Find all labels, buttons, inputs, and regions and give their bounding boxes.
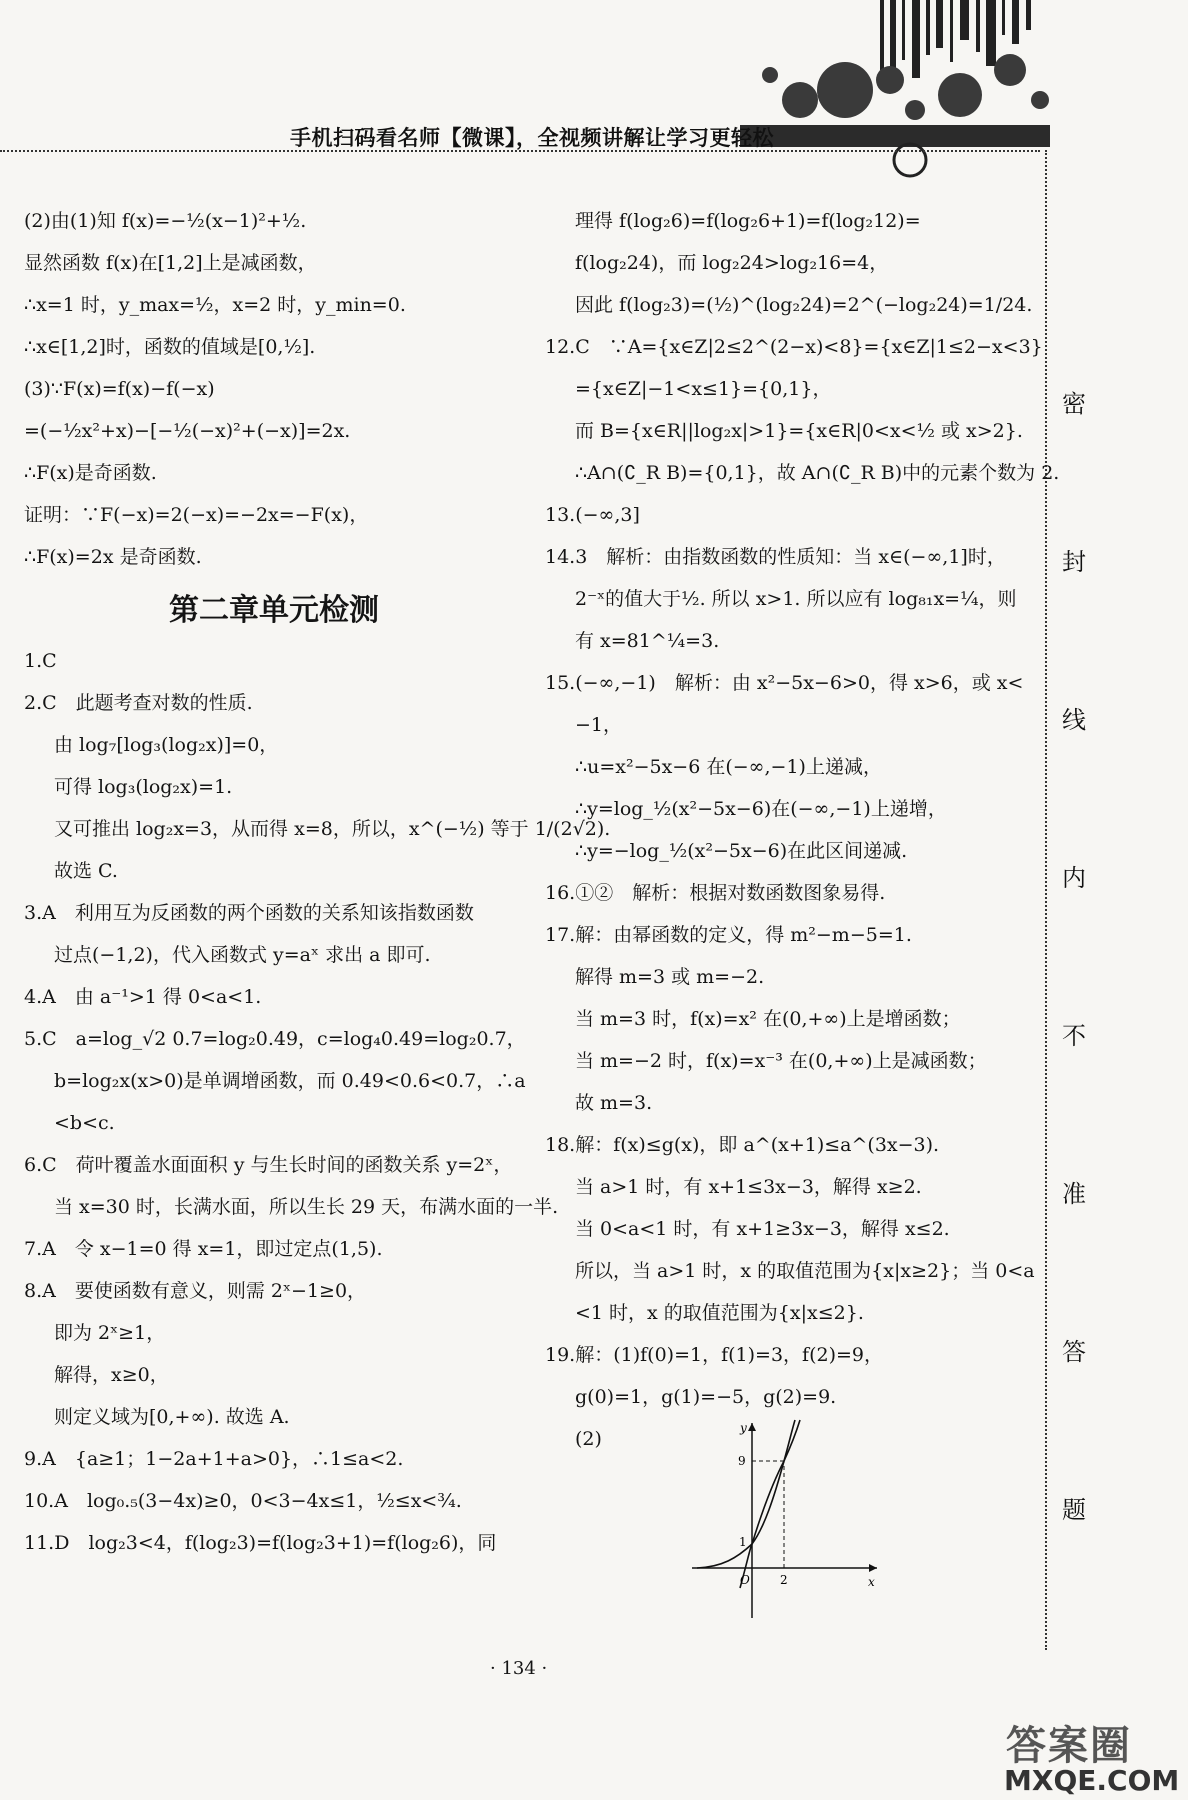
text-line: 2⁻ˣ的值大于½. 所以 x>1. 所以应有 log₈₁x=¼，则 (575, 588, 1017, 610)
binding-dotted-line (1045, 150, 1047, 1650)
text-line: 7.A 令 x−1=0 得 x=1，即过定点(1,5). (24, 1238, 383, 1260)
text-line: 当 a>1 时，有 x+1≤3x−3，解得 x≥2. (575, 1176, 922, 1198)
text-line: 16.①② 解析：根据对数函数图象易得. (545, 882, 886, 904)
text-line: <b<c. (54, 1112, 115, 1134)
text-line: 当 m=3 时，f(x)=x² 在(0,+∞)上是增函数； (575, 1008, 961, 1030)
text-line: 故 m=3. (575, 1092, 653, 1114)
text-line: −1， (575, 714, 623, 736)
text-line: 所以，当 a>1 时，x 的取值范围为{x|x≥2}；当 0<a (575, 1260, 1035, 1282)
watermark (1000, 1710, 1186, 1798)
text-line: 证明：∵F(−x)=2(−x)=−2x=−F(x)， (24, 504, 369, 526)
tick-label-9: 9 (738, 1454, 746, 1468)
text-line: 9.A {a≥1；1−2a+1+a>0}，∴1≤a<2. (24, 1448, 404, 1470)
binding-char: 内 (1062, 864, 1086, 892)
text-line: 当 0<a<1 时，有 x+1≥3x−3，解得 x≤2. (575, 1218, 950, 1240)
text-line: ∴y=−log_½(x²−5x−6)在此区间递减. (575, 840, 908, 862)
text-line: 而 B={x∈R||log₂x|>1}={x∈R|0<x<½ 或 x>2}. (575, 420, 1023, 442)
text-line: 4.A 由 a⁻¹>1 得 0<a<1. (24, 986, 262, 1008)
binding-char: 准 (1062, 1180, 1086, 1208)
text-line: ∴F(x)是奇函数. (24, 462, 157, 484)
answer-list (545, 200, 1060, 1460)
text-line: (3)∵F(x)=f(x)−f(−x) (24, 378, 215, 400)
text-line: 11.D log₂3<4，f(log₂3)=f(log₂3+1)=f(log₂6)，同 (24, 1532, 497, 1554)
text-line: 12.C ∵A={x∈Z|2≤2^(2−x)<8}={x∈Z|1≤2−x<3} (545, 336, 1043, 358)
watermark-url: MXQE.COM (1004, 1764, 1180, 1797)
text-line: 2.C 此题考查对数的性质. (24, 692, 253, 714)
text-line: 有 x=81^¼=3. (575, 630, 720, 652)
text-line: 因此 f(log₂3)=(½)^(log₂24)=2^(−log₂24)=1/24. (575, 294, 1033, 316)
dot-circles (762, 54, 1049, 120)
answer-list (24, 640, 611, 1564)
text-line: 13.(−∞,3] (545, 504, 640, 526)
text-line: 即为 2ˣ≥1， (54, 1322, 166, 1344)
binding-char: 密 (1062, 390, 1086, 418)
text-line: ∴x∈[1,2]时，函数的值域是[0,½]. (24, 336, 316, 358)
text-line: 19.解：(1)f(0)=1，f(1)=3，f(2)=9， (545, 1344, 883, 1366)
text-line: 过点(−1,2)，代入函数式 y=aˣ 求出 a 即可. (54, 944, 431, 966)
text-line: <1 时，x 的取值范围为{x|x≤2}. (575, 1302, 864, 1324)
x-axis-arrow (869, 1564, 877, 1572)
origin-label: O (740, 1573, 750, 1587)
header-decoration (0, 0, 1188, 180)
text-line: 14.3 解析：由指数函数的性质知：当 x∈(−∞,1]时， (545, 546, 1006, 568)
text-line: 5.C a=log_√2 0.7=log₂0.49，c=log₄0.49=log₂0.7， (24, 1028, 526, 1050)
binding-char: 封 (1062, 548, 1086, 576)
text-line: 1.C (24, 650, 57, 672)
text-line: ∴A∩(∁_R B)={0,1}，故 A∩(∁_R B)中的元素个数为 2. (575, 462, 1060, 484)
text-line: 可得 log₃(log₂x)=1. (54, 776, 233, 798)
section-title: 第二章单元检测 (169, 593, 379, 628)
watermark-title: 答案圈 (1006, 1723, 1132, 1769)
header-divider (0, 150, 1040, 152)
binding-char: 线 (1062, 706, 1086, 734)
binding-char: 题 (1062, 1496, 1086, 1524)
function-graph (692, 1418, 882, 1618)
text-line: 15.(−∞,−1) 解析：由 x²−5x−6>0，得 x>6，或 x< (545, 672, 1024, 694)
solution-block (24, 200, 524, 578)
text-line: 18.解：f(x)≤g(x)，即 a^(x+1)≤a^(3x−3). (545, 1134, 940, 1156)
text-line: 当 m=−2 时，f(x)=x⁻³ 在(0,+∞)上是减函数； (575, 1050, 987, 1072)
text-line: 8.A 要使函数有意义，则需 2ˣ−1≥0， (24, 1280, 367, 1302)
text-line: 显然函数 f(x)在[1,2]上是减函数， (24, 252, 317, 274)
y-axis-label: y (740, 1421, 747, 1435)
text-line: 6.C 荷叶覆盖水面面积 y 与生长时间的函数关系 y=2ˣ， (24, 1154, 513, 1176)
text-line: 理得 f(log₂6)=f(log₂6+1)=f(log₂12)= (575, 210, 921, 232)
text-line: 3.A 利用互为反函数的两个函数的关系知该指数函数 (24, 902, 474, 924)
text-line: f(log₂24)，而 log₂24>log₂16=4， (575, 252, 889, 274)
text-line: 由 log₇[log₃(log₂x)]=0， (54, 734, 279, 756)
text-line: 解得，x≥0， (54, 1364, 169, 1386)
text-line: =(−½x²+x)−[−½(−x)²+(−x)]=2x. (24, 420, 351, 442)
text-line: 当 x=30 时，长满水面，所以生长 29 天，布满水面的一半. (54, 1196, 559, 1218)
text-line: 又可推出 log₂x=3，从而得 x=8，所以，x^(−½) 等于 1/(2√2). (54, 818, 611, 840)
curve-g (740, 1420, 800, 1588)
page-number: · 134 · (490, 1658, 548, 1679)
header-slogan: 手机扫码看名师【微课】，全视频讲解让学习更轻松 (290, 126, 774, 150)
text-line: ∴x=1 时，y_max=½，x=2 时，y_min=0. (24, 294, 406, 316)
text-line: g(0)=1，g(1)=−5，g(2)=9. (575, 1386, 837, 1408)
x-axis-label: x (868, 1575, 875, 1589)
tick-label-2: 2 (780, 1573, 788, 1587)
text-line: (2) (575, 1428, 602, 1450)
header-bar (740, 125, 1050, 147)
tick-label-1: 1 (739, 1535, 747, 1549)
text-line: 则定义域为[0,+∞). 故选 A. (54, 1406, 290, 1428)
text-line: (2)由(1)知 f(x)=−½(x−1)²+½. (24, 210, 307, 232)
text-line: 解得 m=3 或 m=−2. (575, 966, 765, 988)
right-column (545, 200, 1060, 1460)
text-line: ={x∈Z|−1<x≤1}={0,1}， (575, 378, 832, 400)
text-line: 17.解：由幂函数的定义，得 m²−m−5=1. (545, 924, 912, 946)
binding-char: 答 (1062, 1338, 1086, 1366)
text-line: 故选 C. (54, 860, 118, 882)
binding-char: 不 (1062, 1022, 1086, 1050)
text-line: 10.A log₀.₅(3−4x)≥0，0<3−4x≤1，½≤x<¾. (24, 1490, 462, 1512)
header-ring (894, 144, 926, 176)
text-line: b=log₂x(x>0)是单调增函数，而 0.49<0.6<0.7，∴a (54, 1070, 526, 1092)
text-line: ∴F(x)=2x 是奇函数. (24, 546, 202, 568)
y-axis-arrow (748, 1423, 756, 1431)
text-line: ∴u=x²−5x−6 在(−∞,−1)上递减， (575, 756, 882, 778)
text-line: ∴y=log_½(x²−5x−6)在(−∞,−1)上递增， (575, 798, 947, 820)
